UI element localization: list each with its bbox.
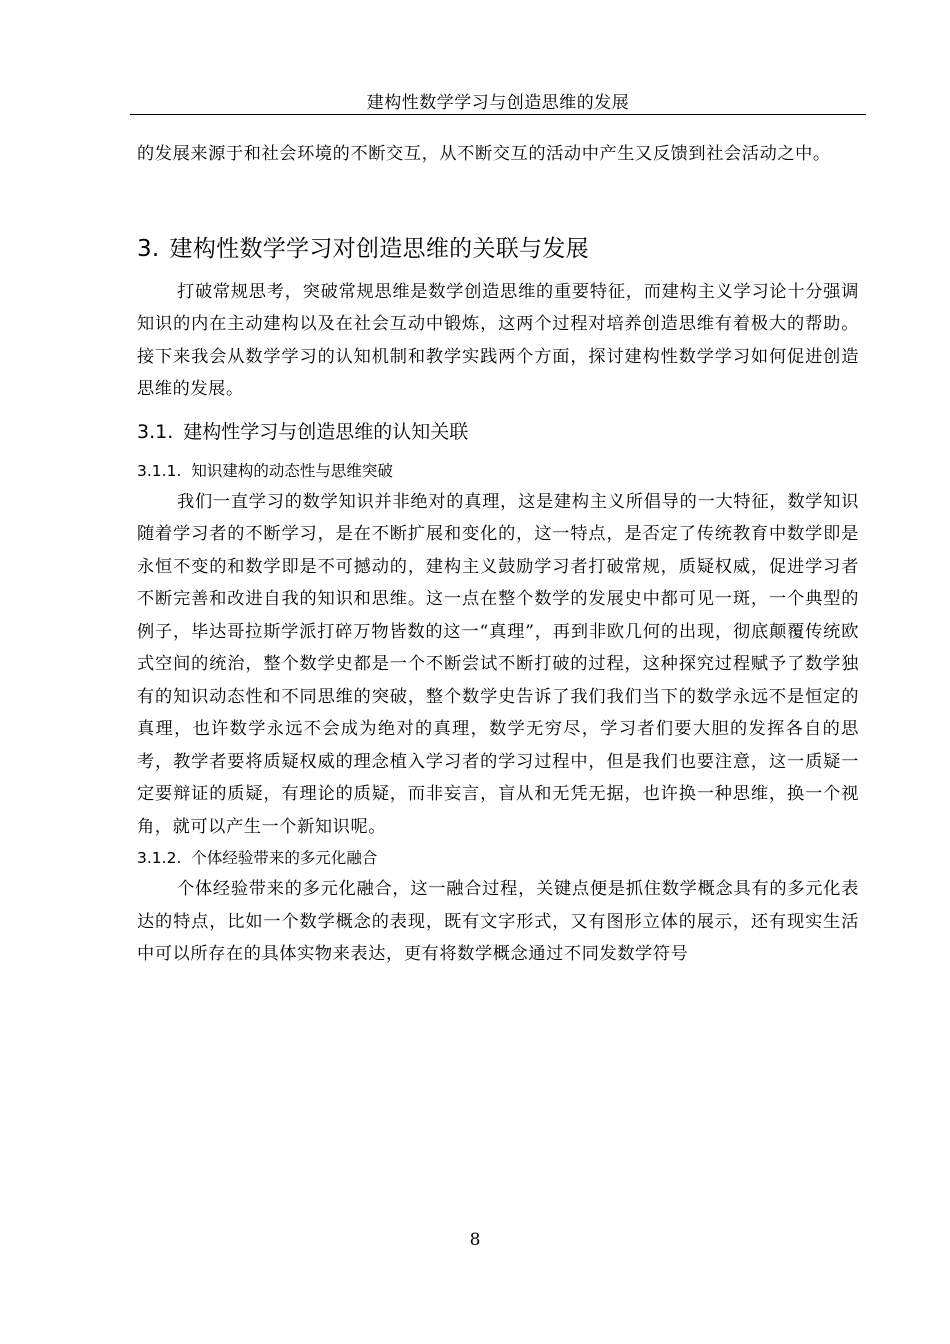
section-3-1-1-heading — [137, 456, 859, 486]
page-number: 8 — [469, 1230, 481, 1250]
section-3-number: 3. — [137, 235, 160, 262]
section-3-1-number: 3.1. — [137, 420, 174, 443]
section-3-1-1-title: 知识建构的动态性与思维突破 — [191, 461, 393, 480]
section-3-1-2-heading — [137, 843, 859, 873]
continuation-paragraph: 的发展来源于和社会环境的不断交互，从不断交互的活动中产生又反馈到社会活动之中。 — [137, 144, 831, 164]
section-3-1-2-paragraph: 个体经验带来的多元化融合，这一融合过程，关键点便是抓住数学概念具有的多元化表达的特点，比如一个数学概念的表现，既有文字形式，又有图形立体的展示，还有现实生活中可以所存在的具体实物来表达，更有将数学概念通过不同发数学符号 — [137, 879, 859, 964]
section-3-1-1-number: 3.1.1. — [137, 461, 182, 480]
section-3-title: 建构性数学学习对创造思维的关联与发展 — [169, 235, 589, 262]
section-3-1-heading — [137, 416, 859, 448]
section-3-1-2-number: 3.1.2. — [137, 849, 182, 867]
section-3-1-title: 建构性学习与创造思维的认知关联 — [183, 420, 469, 443]
running-header: 建构性数学学习与创造思维的发展 — [366, 93, 630, 113]
section-3-1-1-paragraph: 我们一直学习的数学知识并非绝对的真理，这是建构主义所倡导的一大特征，数学知识随着学习者的不断学习，是在不断扩展和变化的，这一特点，是否定了传统教育中数学即是永恒不变的和数学即是不可撼动的，建构主义鼓励学习者打破常规，质疑权威，促进学习者不断完善和改进自我的知识和思维。这一点在整个数学的发展史中都可见一斑，一个典型的例子，毕达哥拉斯学派打碎万物皆数的这一“真理”，再到非欧几何的出现，彻底颠覆传统欧式空间的统治，整个数学史都是一个不断尝试不断打破的过程，这种探究过程赋予了数学独有的知识动态性和不同思维的突破，整个数学史告诉了我们我们当下的数学永远不是恒定的真理，也许数学永远不会成为绝对的真理，数学无穷尽，学习者们要大胆的发挥各自的思考，教学者要将质疑权威的理念植入学习者的学习过程中，但是我们也要注意，这一质疑一定要辩证的质疑，有理论的质疑，而非妄言，盲从和无凭无据，也许换一种思维，换一个视角，就可以产生一个新知识呢。 — [137, 491, 859, 837]
section-3-heading — [137, 231, 859, 267]
page-content — [137, 138, 859, 971]
section-3-1-2-title: 个体经验带来的多元化融合 — [191, 849, 378, 867]
section-3-intro-paragraph: 打破常规思考，突破常规思维是数学创造思维的重要特征，而建构主义学习论十分强调知识的内在主动建构以及在社会互动中锻炼，这两个过程对培养创造思维有着极大的帮助。接下来我会从数学学习的认知机制和教学实践两个方面，探讨建构性数学学习如何促进创造思维的发展。 — [137, 281, 859, 399]
header-rule — [130, 114, 866, 115]
